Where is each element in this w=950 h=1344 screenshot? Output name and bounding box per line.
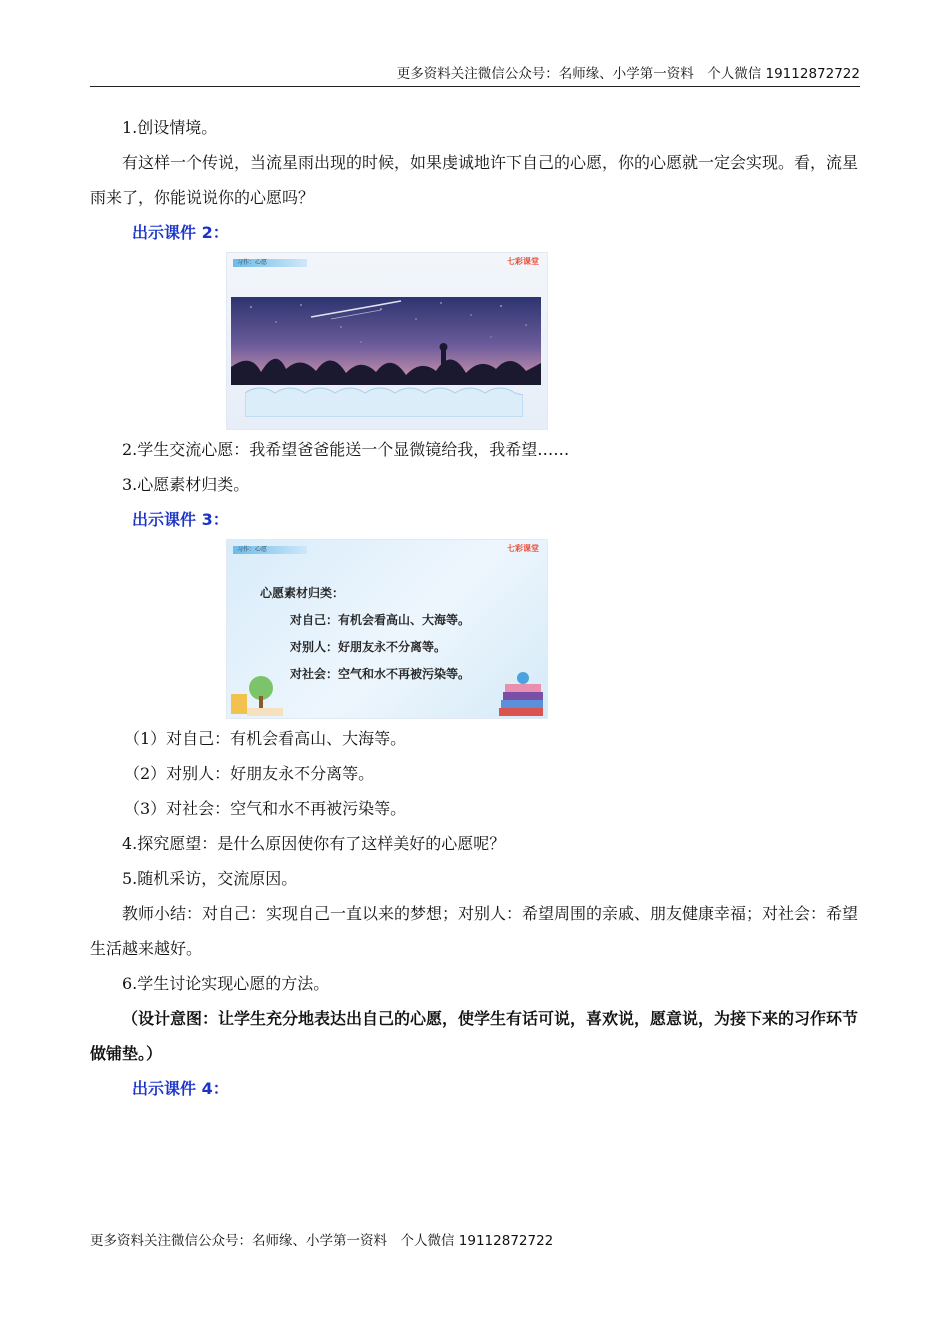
slide-image-meteor: [226, 252, 548, 430]
courseware-heading: 出示课件 3：: [132, 510, 229, 529]
slide-text-block: [260, 580, 470, 688]
header-text: 更多资料关注微信公众号：名师缘、小学第一资料 个人微信 19112872722: [396, 66, 860, 82]
slide-logo: 七彩课堂: [507, 257, 539, 266]
slide-image-categories: [226, 539, 548, 719]
cloud-decoration: [245, 383, 523, 417]
footer-text: 更多资料关注微信公众号：名师缘、小学第一资料 个人微信 19112872722: [90, 1233, 554, 1249]
paragraph: 3.心愿素材归类。: [122, 475, 250, 494]
tree-decoration: [227, 672, 289, 718]
list-item: （2）对别人：好朋友永不分离等。: [124, 764, 375, 783]
slide-line: 对自己：有机会看高山、大海等。: [290, 613, 471, 627]
meteor-night-illustration: [231, 297, 541, 385]
paragraph: 4.探究愿望：是什么原因使你有了这样美好的心愿呢？: [122, 834, 506, 853]
slide-tag: 习作：心愿: [233, 259, 307, 267]
books-decoration: [489, 670, 547, 718]
page-footer: [90, 1229, 553, 1249]
list-item: （1）对自己：有机会看高山、大海等。: [124, 729, 407, 748]
slide-line: 对别人：好朋友永不分离等。: [290, 640, 447, 654]
courseware-heading: 出示课件 2：: [132, 223, 229, 242]
paragraph: 2.学生交流心愿：我希望爸爸能送一个显微镜给我，我希望……: [122, 440, 570, 459]
slide-tag: 习作：心愿: [233, 546, 307, 554]
paragraph: 教师小结：对自己：实现自己一直以来的梦想；对别人：希望周围的亲戚、朋友健康幸福；对社会：希望生活越来越好。: [90, 904, 859, 958]
page-header: [90, 62, 860, 87]
slide-line: 对社会：空气和水不再被污染等。: [290, 667, 471, 681]
paragraph: 5.随机采访，交流原因。: [122, 869, 298, 888]
list-item: （3）对社会：空气和水不再被污染等。: [124, 799, 407, 818]
courseware-heading: 出示课件 4：: [132, 1079, 229, 1098]
design-intent-note: （设计意图：让学生充分地表达出自己的心愿，使学生有话可说，喜欢说，愿意说，为接下来的习作环节做铺垫。）: [90, 1009, 859, 1063]
paragraph: 1.创设情境。: [122, 118, 218, 137]
paragraph: 有这样一个传说，当流星雨出现的时候，如果虔诚地许下自己的心愿，你的心愿就一定会实现。看，流星雨来了，你能说说你的心愿吗？: [90, 153, 859, 207]
slide-title: 心愿素材归类：: [260, 586, 345, 600]
paragraph: 6.学生讨论实现心愿的方法。: [122, 974, 330, 993]
document-body: [90, 110, 860, 1106]
slide-logo: 七彩课堂: [507, 544, 539, 553]
